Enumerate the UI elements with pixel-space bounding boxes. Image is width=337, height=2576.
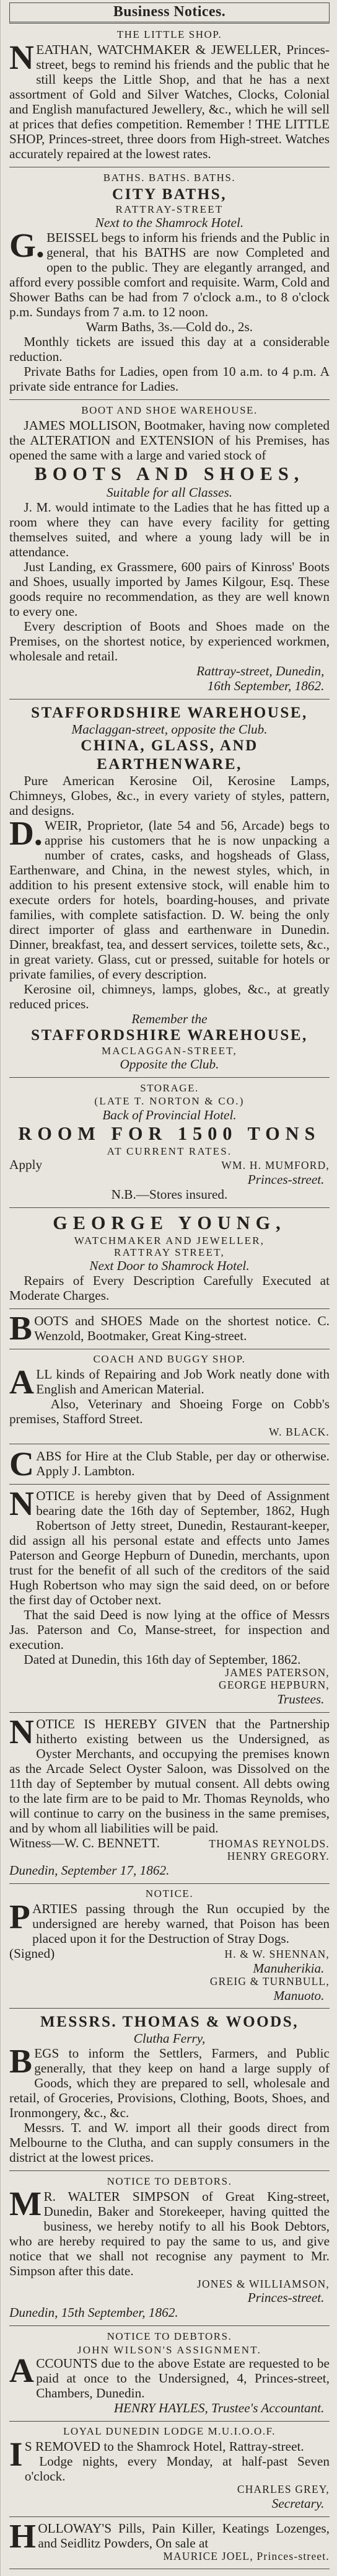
george-young-advert [9, 1208, 330, 1310]
advert-intro: JAMES MOLLISON, Bootmaker, having now completed the ALTERATION and EXTENSION of his Premises, has opened the same with a large and varied stock of [9, 417, 330, 463]
signatory: JAMES PATERSON, [225, 1666, 330, 1679]
wenzold-bootmaker-advert [9, 1309, 330, 1349]
date-line: Dated at Dunedin, this 16th day of September, 1862. [24, 1652, 301, 1668]
advert-text: WEIR, Proprietor, (late 54 and 56, Arcade) begs to apprise his customers that he is now unpacking a number of crates, casks, and hogsheads of Glass, Earthenware, and China, in the newest styles, which, in addition to his present extensive stock, will enable him to execute orders for hotels, boarding-houses, and private families, with complete satisfaction. D. W. being the only direct importer of glass and earthenware in Dunedin. Dinner, breakfast, tea, and dessert services, toilette sets, &c., in great variety. Glass, cut or pressed, suitable for hotels or private families, of every description. [9, 818, 330, 982]
notice-heading: NOTICE TO DEBTORS. [107, 2330, 232, 2342]
street-name: RATTRAY-STREET [115, 203, 224, 216]
deed-of-assignment-notice [9, 1485, 330, 1713]
storage-advert [9, 1078, 330, 1207]
business-name: STAFFORDSHIRE WAREHOUSE, [31, 1027, 308, 1044]
apply-row [9, 1157, 330, 1172]
seller-line: MAURICE JOEL, Princes-street. [163, 2549, 330, 2562]
city-baths-advert [9, 167, 330, 400]
repairs-line: Repairs of Every Description Carefully Executed at Moderate Charges. [9, 1273, 330, 1304]
notice-subheading: JOHN WILSON'S ASSIGNMENT. [77, 2343, 262, 2356]
simpson-debtors-notice [9, 2171, 330, 2326]
signatory: JONES & WILLIAMSON, [196, 2277, 330, 2290]
trade-line: WATCHMAKER AND JEWELLER, [74, 1234, 265, 1246]
notice-text: CCOUNTS due to the above Estate are requested to be paid at once to the Undersigned, 4, Princes-street, Chambers, Dunedin. [36, 2355, 330, 2401]
price-line: Warm Baths, 3s.—Cold do., 2s. [85, 319, 253, 335]
business-name: CITY BATHS, [112, 185, 227, 203]
advert-heading: COACH AND BUGGY SHOP. [93, 1352, 246, 1365]
signature-row [9, 1946, 330, 1961]
remember-line: Remember the [131, 1011, 208, 1027]
little-shop-advert [9, 25, 330, 167]
signatory-place: Manuoto. [273, 1988, 325, 2003]
staffordshire-warehouse-advert [9, 700, 330, 1078]
agent-name: WM. H. MUMFORD, [221, 1158, 330, 1171]
signed-label: (Signed) [9, 1945, 55, 1961]
advert-body [9, 2516, 330, 2555]
drop-cap: G. [9, 226, 45, 265]
ladies-line: Private Baths for Ladies, open from 10 a.m. to 4 p.m. A private side entrance for Ladies. [9, 364, 330, 394]
drop-cap: I [9, 2435, 23, 2473]
drop-cap: D. [9, 814, 43, 853]
signatory: GEORGE HEPBURN, [219, 1678, 330, 1691]
drop-cap: A [9, 1362, 34, 1401]
lodge-nights-line: Lodge nights, every Monday, at half-past Seven o'clock. [24, 2453, 330, 2484]
coach-buggy-shop-advert [9, 1349, 330, 1445]
notice-body [9, 1484, 330, 1608]
advert-body [9, 814, 330, 982]
signatory-place: Manuherikia. [253, 1960, 325, 1976]
advert-heading: THE LITTLE SHOP. [116, 29, 222, 41]
advert-text: ABS for Hire at the Club Stable, per day or otherwise. Apply J. Lambton. [36, 1448, 330, 1478]
signatory: H. & W. SHENNAN, [224, 1947, 330, 1960]
clutha-ferry-store-advert [9, 2009, 330, 2171]
advert-heading: STAFFORDSHIRE WAREHOUSE, [31, 704, 308, 721]
cabs-for-hire-advert [9, 1444, 330, 1484]
advert-text: OLLOWAY'S Pills, Pain Killer, Keatings Lozenges, and Seidlitz Powders, On sale at [38, 2520, 330, 2551]
advert-text: EGS to inform the Settlers, Farmers, and Public generally, that they keep on hand a large supply of Goods, which they are prepared to sell, wholesale and retail, of Groceries, Provisions, Clothing, Boots, Shoes, and Ironmongery, &c., &c. [9, 2046, 330, 2121]
holloways-pills-advert [9, 2517, 330, 2569]
signature: HENRY HAYLES, Trustee's Accountant. [113, 2400, 325, 2415]
advert-heading: BATHS. BATHS. BATHS. [103, 171, 236, 184]
drop-cap: M [9, 2185, 42, 2223]
notice-text: OTICE is hereby given that by Deed of Assignment bearing date the 16th day of September, 1862, Hugh Robertson of Jetty street, Dunedin, Restaurant-keeper, did assign all his personal estate and effects unto James Paterson and George Hepburn of Dunedin, merchants, upon trust for the benefit of all such of the creditors of the said Hugh Robertson who may sign the said deed, on or before the first day of October next. [9, 1488, 330, 1608]
business-notices-column [9, 2, 330, 2569]
boot-shoe-warehouse-advert [9, 400, 330, 700]
date-line: Dunedin, 15th September, 1862. [9, 2305, 178, 2321]
display-subtitle: Suitable for all Classes. [106, 485, 233, 500]
drop-cap: N [9, 38, 34, 77]
address-line: Rattray-street, Dunedin, [196, 664, 325, 679]
location-line: Back of Provincial Hotel. [102, 1107, 237, 1122]
advert-subheading: Maclaggan-street, opposite the Club. [71, 722, 268, 737]
late-line: (LATE T. NORTON & CO.) [94, 1095, 245, 1108]
signature-row [9, 1836, 330, 1850]
signatory-street: Princes-street. [247, 2290, 325, 2306]
date-line: 16th September, 1862. [207, 678, 325, 694]
partnership-dissolution-notice [9, 1713, 330, 1884]
kerosine-line: Kerosine oil, chimneys, lamps, globes, &c., at greatly reduced prices. [9, 982, 330, 1012]
display-line: BOOTS AND SHOES, [34, 463, 305, 484]
note-line: N.B.—Stores insured. [111, 1186, 228, 1202]
advert-subheading: Clutha Ferry, [133, 2031, 206, 2046]
location-line: Opposite the Club. [120, 1057, 219, 1072]
advert-heading: BOOT AND SHOE WAREHOUSE. [81, 404, 258, 416]
location-line: Next to the Shamrock Hotel. [95, 215, 244, 231]
drop-cap: A [9, 2352, 34, 2390]
drop-cap: C [9, 1444, 34, 1483]
advert-body [9, 1309, 330, 1348]
notice-body [9, 2352, 330, 2401]
paragraph: J. M. would intimate to the Ladies that he has fitted up a room where they can have every facility for getting themselves suited, and where a young lady will be in attendance. [9, 500, 330, 560]
notice-body [9, 2185, 330, 2278]
drop-cap: B [9, 2042, 32, 2081]
notice-heading: NOTICE. [145, 1887, 194, 1899]
rates-line: AT CURRENT RATES. [107, 1145, 232, 1157]
signatory: HENRY GREGORY. [227, 1849, 330, 1862]
advert-body [9, 1362, 330, 1401]
advert-heading: MESSRS. THOMAS & WOODS, [40, 2013, 299, 2030]
drop-cap: N [9, 1712, 34, 1751]
drop-cap: B [9, 1309, 32, 1348]
signatory: GREIG & TURNBULL, [209, 1974, 330, 1988]
notice-body [9, 1712, 330, 1836]
notice-heading: LOYAL DUNEDIN LODGE M.U.I.O.O.F. [63, 2425, 276, 2438]
drop-cap: P [9, 1897, 30, 1935]
date-line: Dunedin, September 17, 1862. [9, 1862, 170, 1878]
advert-text: BEISSEL begs to inform his friends and the Public in general, that his BATHS are now Completed and open to the public. They are elegantly arranged, and afford every possible comfort and requisite. Warm, Cold and Shower Baths can be had from 7 o'clock a.m., to 8 o'clock p.m. Sundays from 7 a.m. to 12 noon. [9, 230, 330, 320]
tickets-line: Monthly tickets are issued this day at a considerable reduction. [9, 334, 330, 365]
also-line: Also, Veterinary and Shoeing Forge on Cobb's premises, Stafford Street. [9, 1396, 330, 1426]
section-title: Business Notices. [9, 2, 330, 24]
agent-street: Princes-street. [247, 1171, 325, 1187]
advert-text: LL kinds of Repairing and Job Work neatly done with English and American Material. [36, 1366, 330, 1397]
signature: CHARLES GREY, [237, 2482, 330, 2495]
inspection-line: That the said Deed is now lying at the office of Messrs Jas. Paterson and Co, Manse-street, for inspection and execution. [9, 1607, 330, 1653]
apply-label: Apply [9, 1157, 43, 1172]
notice-text: OTICE IS HEREBY GIVEN that the Partnership hitherto existing between us the Undersigned, as Oyster Merchants, and occupying the premises known as the Arcade Select Oyster Saloon, was Dissolved on the 11th day of September by mutual consent. All debts owing to the late firm are to be paid to Mr. Thomas Reynolds, who will continue to carry on the business in the same premises, and by whom all liabilities will be paid. [9, 1716, 330, 1836]
lodge-notice [9, 2422, 330, 2517]
advert-text: OOTS and SHOES Made on the shortest notice. C. Wenzold, Bootmaker, Great King-street. [34, 1313, 330, 1343]
notice-body [9, 1897, 330, 1946]
street-name: RATTRAY STREET, [114, 1246, 225, 1259]
signatory-role: Secretary. [271, 2495, 325, 2511]
wilson-debtors-notice [9, 2326, 330, 2421]
location-line: Next Door to Shamrock Hotel. [89, 1258, 250, 1274]
drop-cap: N [9, 1484, 34, 1522]
poison-warning-notice [9, 1884, 330, 2009]
signatory-role: Trustees. [277, 1691, 325, 1707]
goods-line: CHINA, GLASS, AND EARTHENWARE, [81, 737, 258, 773]
drop-cap: H [9, 2516, 36, 2555]
business-name: GEORGE YOUNG, [53, 1212, 286, 1234]
goods-detail: Pure American Kerosine Oil, Kerosine Lamps, Chimneys, Globes, &c., in every variety of styles, pattern, and designs. [9, 773, 330, 819]
import-line: Messrs. T. and W. import all their goods direct from Melbourne to the Clutha, and can supply consumers in the district at the lowest prices. [9, 2120, 330, 2165]
notice-heading: NOTICE TO DEBTORS. [107, 2175, 232, 2187]
advert-text: EATHAN, WATCHMAKER & JEWELLER, Princes-street, begs to remind his friends and the public that he still keeps the Little Shop, and that he has a next assortment of Gold and Silver Watches, Clocks, Colonial and English manufactured Jewellery, &c., which he will sell at prices that defies competition. Remember ! THE LITTLE SHOP, Princes-street, three doors from High-street. Watches accurately repaired at the lowest rates. [9, 42, 330, 162]
paragraph: Just Landing, ex Grassmere, 600 pairs of Kinross' Boots and Shoes, usually imported by James Kilgour, Esq. These goods require no recommendation, as they are well known to every one. [9, 559, 330, 620]
advert-heading: STORAGE. [140, 1081, 199, 1094]
witness-line: Witness—W. C. BENNETT. [9, 1835, 160, 1850]
paragraph: Every description of Boots and Shoes made on the Premises, on the shortest notice, by experienced workmen, wholesale and retail. [9, 619, 330, 664]
advert-body [9, 226, 330, 320]
notice-text: R. WALTER SIMPSON of Great King-street, Dunedin, Baker and Storekeeper, having quitted the business, we hereby notify to all his Book Debtors, who are hereby required to pay the same to us, and give notice that we shall not recognise any payment to Mr. Simpson after this date. [9, 2188, 330, 2278]
signature: W. BLACK. [269, 1425, 330, 1438]
signatory: THOMAS REYNOLDS. [209, 1837, 330, 1850]
advert-body [9, 38, 330, 162]
display-line: ROOM FOR 1500 TONS [18, 1122, 321, 1144]
street-name: MACLAGGAN-STREET, [101, 1045, 238, 1057]
notice-text: S REMOVED to the Shamrock Hotel, Rattray-street. [24, 2438, 304, 2454]
notice-text: ARTIES passing through the Run occupied by the undersigned are hereby warned, that Poison has been placed upon it for the Destruction of Stray Dogs. [32, 1901, 330, 1946]
advert-body [9, 2042, 330, 2121]
advert-body [9, 1444, 330, 1483]
